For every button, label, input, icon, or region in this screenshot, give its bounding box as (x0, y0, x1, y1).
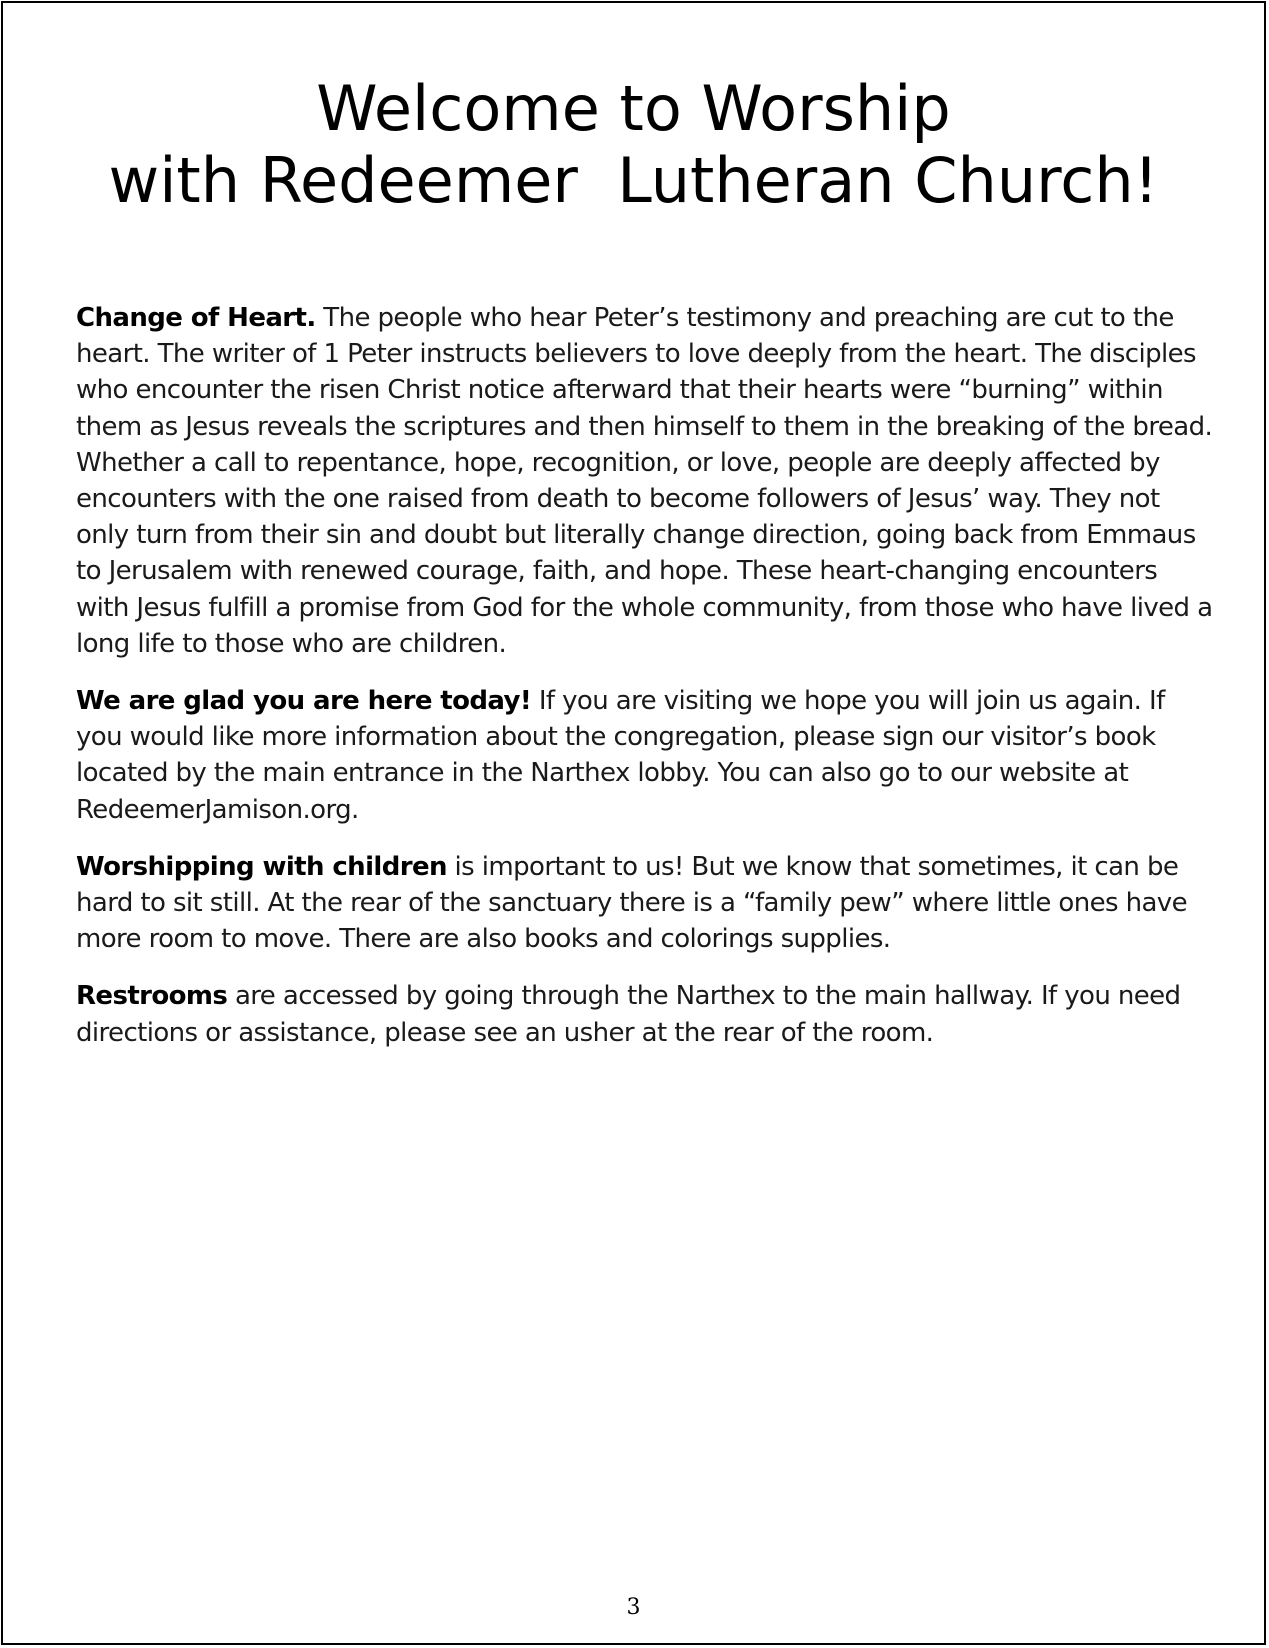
paragraph-glad-you-are-here (76, 683, 1216, 828)
paragraph-text: If you are visiting we hope you will join us again. If you would like more information about the congregation, please sign our visitor’s book located by the main entrance in the Narthex lobby. You can also go to our website at RedeemerJamison.org. (76, 686, 1165, 825)
page-number: 3 (626, 1595, 641, 1620)
paragraph-text: The people who hear Peter’s testimony and preaching are cut to the heart. The writer of 1 Peter instructs believers to love deeply from the heart. The disciples who encounter the risen Christ notice afterward that their hearts were “burning” within them as Jesus reveals the scriptures and then himself to them in the breaking of the bread. Whether a call to repentance, hope, recognition, or love, people are deeply affected by encounters with the one raised from death to become followers of Jesus’ way. They not only turn from their sin and doubt but literally change direction, going back from Emmaus to Jerusalem with renewed courage, faith, and hope. These heart-changing encounters with Jesus fulfill a promise from God for the whole community, from those who have lived a long life to those who are children. (76, 303, 1213, 659)
page-title (3, 73, 1264, 217)
welcome-content (76, 300, 1216, 1072)
paragraph-restrooms (76, 978, 1216, 1050)
paragraph-lead: Restrooms (76, 981, 228, 1012)
paragraph-text: is important to us! But we know that sometimes, it can be hard to sit still. At the rear of the sanctuary there is a “family pew” where little ones have more room to move. There are also books and colorings supplies. (76, 851, 1187, 955)
paragraph-change-of-heart (76, 300, 1216, 662)
title-line-2: with Redeemer Lutheran Church! (108, 144, 1159, 217)
bulletin-page (1, 1, 1266, 1645)
paragraph-worshipping-with-children (76, 849, 1216, 958)
paragraph-lead: Worshipping with children (76, 851, 447, 882)
paragraph-lead: Change of Heart. (76, 303, 316, 333)
paragraph-lead: We are glad you are here today! (76, 686, 532, 717)
title-line-1: Welcome to Worship (316, 72, 951, 145)
paragraph-text: are accessed by going through the Narthex to the main hallway. If you need directions or assistance, please see an usher at the rear of the room. (76, 981, 1181, 1048)
